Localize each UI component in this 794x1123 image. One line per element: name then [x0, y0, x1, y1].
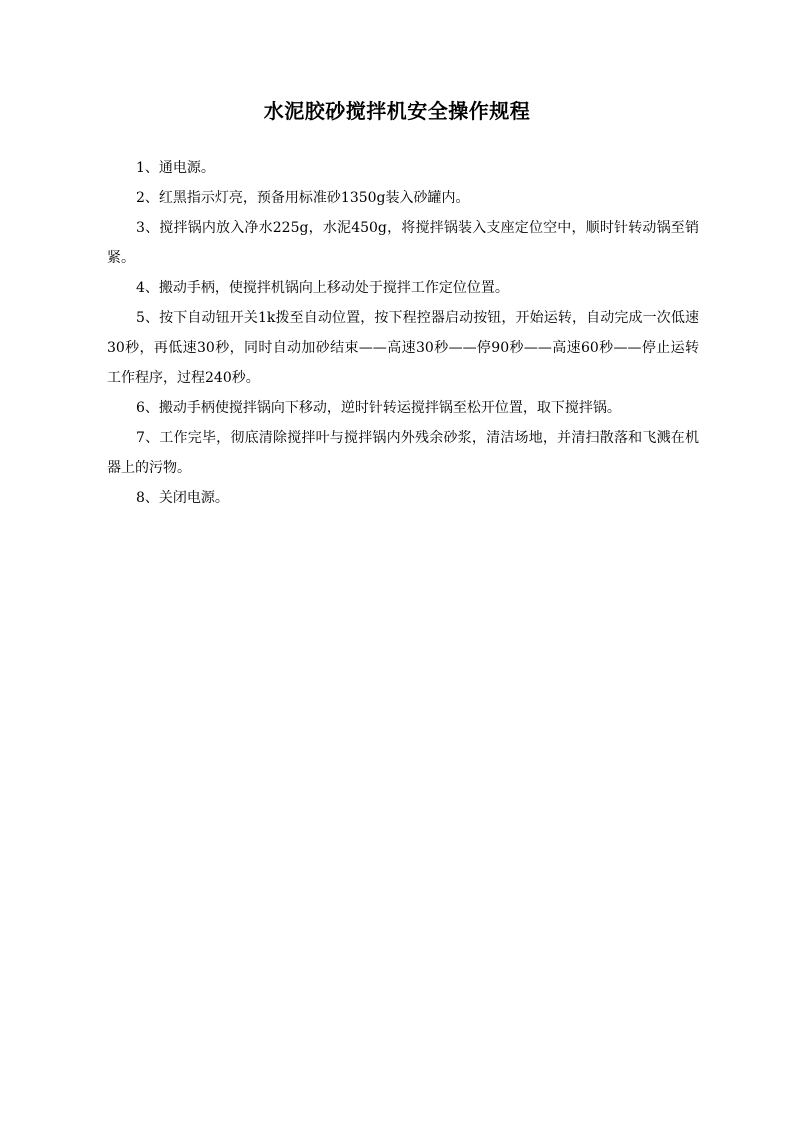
paragraph-5: 5、按下自动钮开关1k拨至自动位置，按下程控器启动按钮，开始运转，自动完成一次低速30秒，再低速30秒，同时自动加砂结束——高速30秒——停90秒——高速60秒——停止运转工作程序，过程240秒。 [107, 310, 699, 386]
paragraph-1: 1、通电源。 [136, 160, 215, 176]
paragraph-8: 8、关闭电源。 [136, 490, 229, 506]
paragraph-3: 3、搅拌锅内放入净水225g，水泥450g，将搅拌锅装入支座定位空中，顺时针转动锅至销紧。 [107, 220, 699, 266]
paragraph-4: 4、搬动手柄，使搅拌机锅向上移动处于搅拌工作定位位置。 [136, 280, 509, 296]
document-title: 水泥胶砂搅拌机安全操作规程 [263, 99, 531, 123]
paragraph-7: 7、工作完毕，彻底清除搅拌叶与搅拌锅内外残余砂浆，清洁场地，并清扫散落和飞溅在机器上的污物。 [107, 430, 699, 476]
paragraph-6: 6、搬动手柄使搅拌锅向下移动，逆时针转运搅拌锅至松开位置，取下搅拌锅。 [136, 400, 621, 416]
document-body [107, 153, 699, 513]
paragraph-2: 2、红黑指示灯亮，预备用标准砂1350g装入砂罐内。 [136, 190, 470, 206]
